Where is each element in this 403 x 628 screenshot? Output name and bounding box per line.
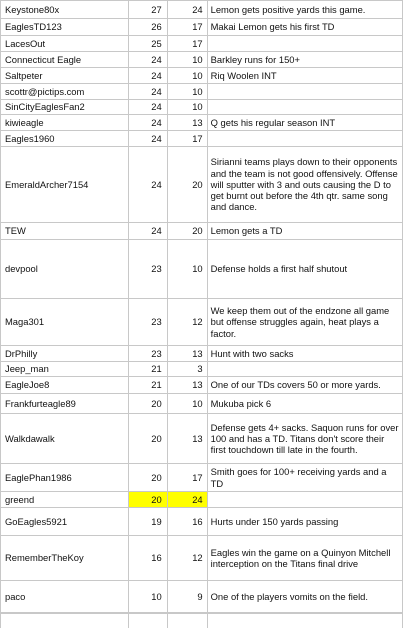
name-cell[interactable]: EmeraldArcher7154 <box>1 147 129 223</box>
next-empty-row <box>0 613 403 628</box>
score-b-cell[interactable]: 12 <box>167 536 207 581</box>
score-a-cell[interactable]: 25 <box>128 36 167 52</box>
name-cell[interactable]: greend <box>1 492 129 508</box>
score-a-cell[interactable]: 24 <box>128 68 167 84</box>
score-b-cell[interactable]: 13 <box>167 414 207 464</box>
name-cell[interactable]: EaglePhan1986 <box>1 464 129 492</box>
prediction-cell[interactable]: Defense gets 4+ sacks. Saquon runs for over 100 and has a TD. Titans don't score their first touchdown till late in the fourth. <box>207 414 402 464</box>
prediction-cell[interactable] <box>207 362 402 377</box>
prediction-cell[interactable]: Hunt with two sacks <box>207 346 402 362</box>
name-cell[interactable]: TEW <box>1 223 129 240</box>
table-row <box>1 346 403 362</box>
score-b-cell[interactable]: 17 <box>167 19 207 36</box>
score-a-cell[interactable]: 24 <box>128 147 167 223</box>
score-b-cell[interactable]: 10 <box>167 394 207 414</box>
name-cell[interactable]: paco <box>1 581 129 613</box>
gridline <box>0 614 1 628</box>
name-cell[interactable]: Saltpeter <box>1 68 129 84</box>
prediction-cell[interactable]: One of the players vomits on the field. <box>207 581 402 613</box>
score-b-cell[interactable]: 3 <box>167 362 207 377</box>
gridline <box>207 614 208 628</box>
score-a-cell[interactable]: 24 <box>128 52 167 68</box>
score-a-cell[interactable]: 21 <box>128 377 167 394</box>
table-row <box>1 115 403 131</box>
table-row <box>1 19 403 36</box>
score-a-cell[interactable]: 24 <box>128 223 167 240</box>
table-row <box>1 68 403 84</box>
prediction-cell[interactable]: Riq Woolen INT <box>207 68 402 84</box>
name-cell[interactable]: GoEagles5921 <box>1 508 129 536</box>
prediction-cell[interactable]: Hurts under 150 yards passing <box>207 508 402 536</box>
prediction-cell[interactable]: Smith goes for 100+ receiving yards and a TD <box>207 464 402 492</box>
prediction-cell[interactable]: Mukuba pick 6 <box>207 394 402 414</box>
score-b-cell[interactable]: 12 <box>167 299 207 346</box>
score-a-cell[interactable]: 24 <box>128 84 167 100</box>
prediction-cell[interactable]: Lemon gets positive yards this game. <box>207 1 402 19</box>
name-cell[interactable]: Keystone80x <box>1 1 129 19</box>
name-cell[interactable]: DrPhilly <box>1 346 129 362</box>
score-b-cell[interactable]: 13 <box>167 377 207 394</box>
score-a-cell[interactable]: 23 <box>128 299 167 346</box>
score-a-cell[interactable]: 26 <box>128 19 167 36</box>
table-row <box>1 299 403 346</box>
table-row <box>1 131 403 147</box>
table-row <box>1 464 403 492</box>
score-b-cell[interactable]: 10 <box>167 84 207 100</box>
table-row <box>1 362 403 377</box>
score-b-cell[interactable]: 17 <box>167 464 207 492</box>
prediction-cell[interactable]: Makai Lemon gets his first TD <box>207 19 402 36</box>
prediction-cell[interactable]: Q gets his regular season INT <box>207 115 402 131</box>
score-a-cell[interactable]: 19 <box>128 508 167 536</box>
score-b-cell[interactable]: 10 <box>167 52 207 68</box>
score-a-cell[interactable]: 20 <box>128 394 167 414</box>
name-cell[interactable]: SinCityEaglesFan2 <box>1 100 129 115</box>
prediction-cell[interactable]: Defense holds a first half shutout <box>207 240 402 299</box>
prediction-cell[interactable] <box>207 492 402 508</box>
table-row <box>1 223 403 240</box>
score-a-cell[interactable]: 20 <box>128 492 167 508</box>
name-cell[interactable]: LacesOut <box>1 36 129 52</box>
prediction-cell[interactable]: Eagles win the game on a Quinyon Mitchell interception on the Titans final drive <box>207 536 402 581</box>
name-cell[interactable]: Eagles1960 <box>1 131 129 147</box>
score-a-cell[interactable]: 27 <box>128 1 167 19</box>
name-cell[interactable]: kiwieagle <box>1 115 129 131</box>
prediction-cell[interactable]: We keep them out of the endzone all game but offense struggles again, heat plays a factor. <box>207 299 402 346</box>
score-b-cell[interactable]: 24 <box>167 492 207 508</box>
name-cell[interactable]: EaglesTD123 <box>1 19 129 36</box>
gridline <box>128 614 129 628</box>
score-b-cell[interactable]: 17 <box>167 131 207 147</box>
table-row <box>1 492 403 508</box>
score-b-cell[interactable]: 20 <box>167 147 207 223</box>
table-row <box>1 377 403 394</box>
score-a-cell[interactable]: 23 <box>128 240 167 299</box>
name-cell[interactable]: EagleJoe8 <box>1 377 129 394</box>
score-a-cell[interactable]: 21 <box>128 362 167 377</box>
score-b-cell[interactable]: 13 <box>167 115 207 131</box>
score-a-cell[interactable]: 23 <box>128 346 167 362</box>
name-cell[interactable]: devpool <box>1 240 129 299</box>
score-b-cell[interactable]: 9 <box>167 581 207 613</box>
prediction-cell[interactable] <box>207 84 402 100</box>
name-cell[interactable]: Frankfurteagle89 <box>1 394 129 414</box>
gridline <box>167 614 168 628</box>
score-a-cell[interactable]: 20 <box>128 464 167 492</box>
prediction-cell[interactable] <box>207 36 402 52</box>
prediction-cell[interactable]: One of our TDs covers 50 or more yards. <box>207 377 402 394</box>
score-a-cell[interactable]: 10 <box>128 581 167 613</box>
score-b-cell[interactable]: 20 <box>167 223 207 240</box>
score-b-cell[interactable]: 17 <box>167 36 207 52</box>
score-a-cell[interactable]: 16 <box>128 536 167 581</box>
name-cell[interactable]: scottr@pictips.com <box>1 84 129 100</box>
table-row <box>1 581 403 613</box>
score-b-cell[interactable]: 10 <box>167 100 207 115</box>
score-a-cell[interactable]: 24 <box>128 131 167 147</box>
name-cell[interactable]: Connecticut Eagle <box>1 52 129 68</box>
name-cell[interactable]: Walkdawalk <box>1 414 129 464</box>
table-row <box>1 52 403 68</box>
prediction-cell[interactable] <box>207 131 402 147</box>
score-a-cell[interactable]: 20 <box>128 414 167 464</box>
table-row <box>1 536 403 581</box>
table-row <box>1 84 403 100</box>
score-b-cell[interactable]: 10 <box>167 68 207 84</box>
table-row <box>1 240 403 299</box>
table-row <box>1 36 403 52</box>
score-b-cell[interactable]: 24 <box>167 1 207 19</box>
score-b-cell[interactable]: 16 <box>167 508 207 536</box>
table-row <box>1 100 403 115</box>
score-b-cell[interactable]: 13 <box>167 346 207 362</box>
score-a-cell[interactable]: 24 <box>128 100 167 115</box>
score-a-cell[interactable]: 24 <box>128 115 167 131</box>
prediction-cell[interactable] <box>207 100 402 115</box>
table-body <box>1 1 403 613</box>
prediction-cell[interactable]: Barkley runs for 150+ <box>207 52 402 68</box>
prediction-cell[interactable]: Lemon gets a TD <box>207 223 402 240</box>
table-row <box>1 1 403 19</box>
name-cell[interactable]: RememberTheKoy <box>1 536 129 581</box>
table-row <box>1 394 403 414</box>
prediction-cell[interactable]: Sirianni teams plays down to their opponents and the team is not good offensively. Offense will sputter with 3 and outs causing the D to get burnt out before the 4th qtr. same song and dance. <box>207 147 402 223</box>
table-row <box>1 147 403 223</box>
table-row <box>1 414 403 464</box>
table-row <box>1 508 403 536</box>
name-cell[interactable]: Maga301 <box>1 299 129 346</box>
score-b-cell[interactable]: 10 <box>167 240 207 299</box>
name-cell[interactable]: Jeep_man <box>1 362 129 377</box>
